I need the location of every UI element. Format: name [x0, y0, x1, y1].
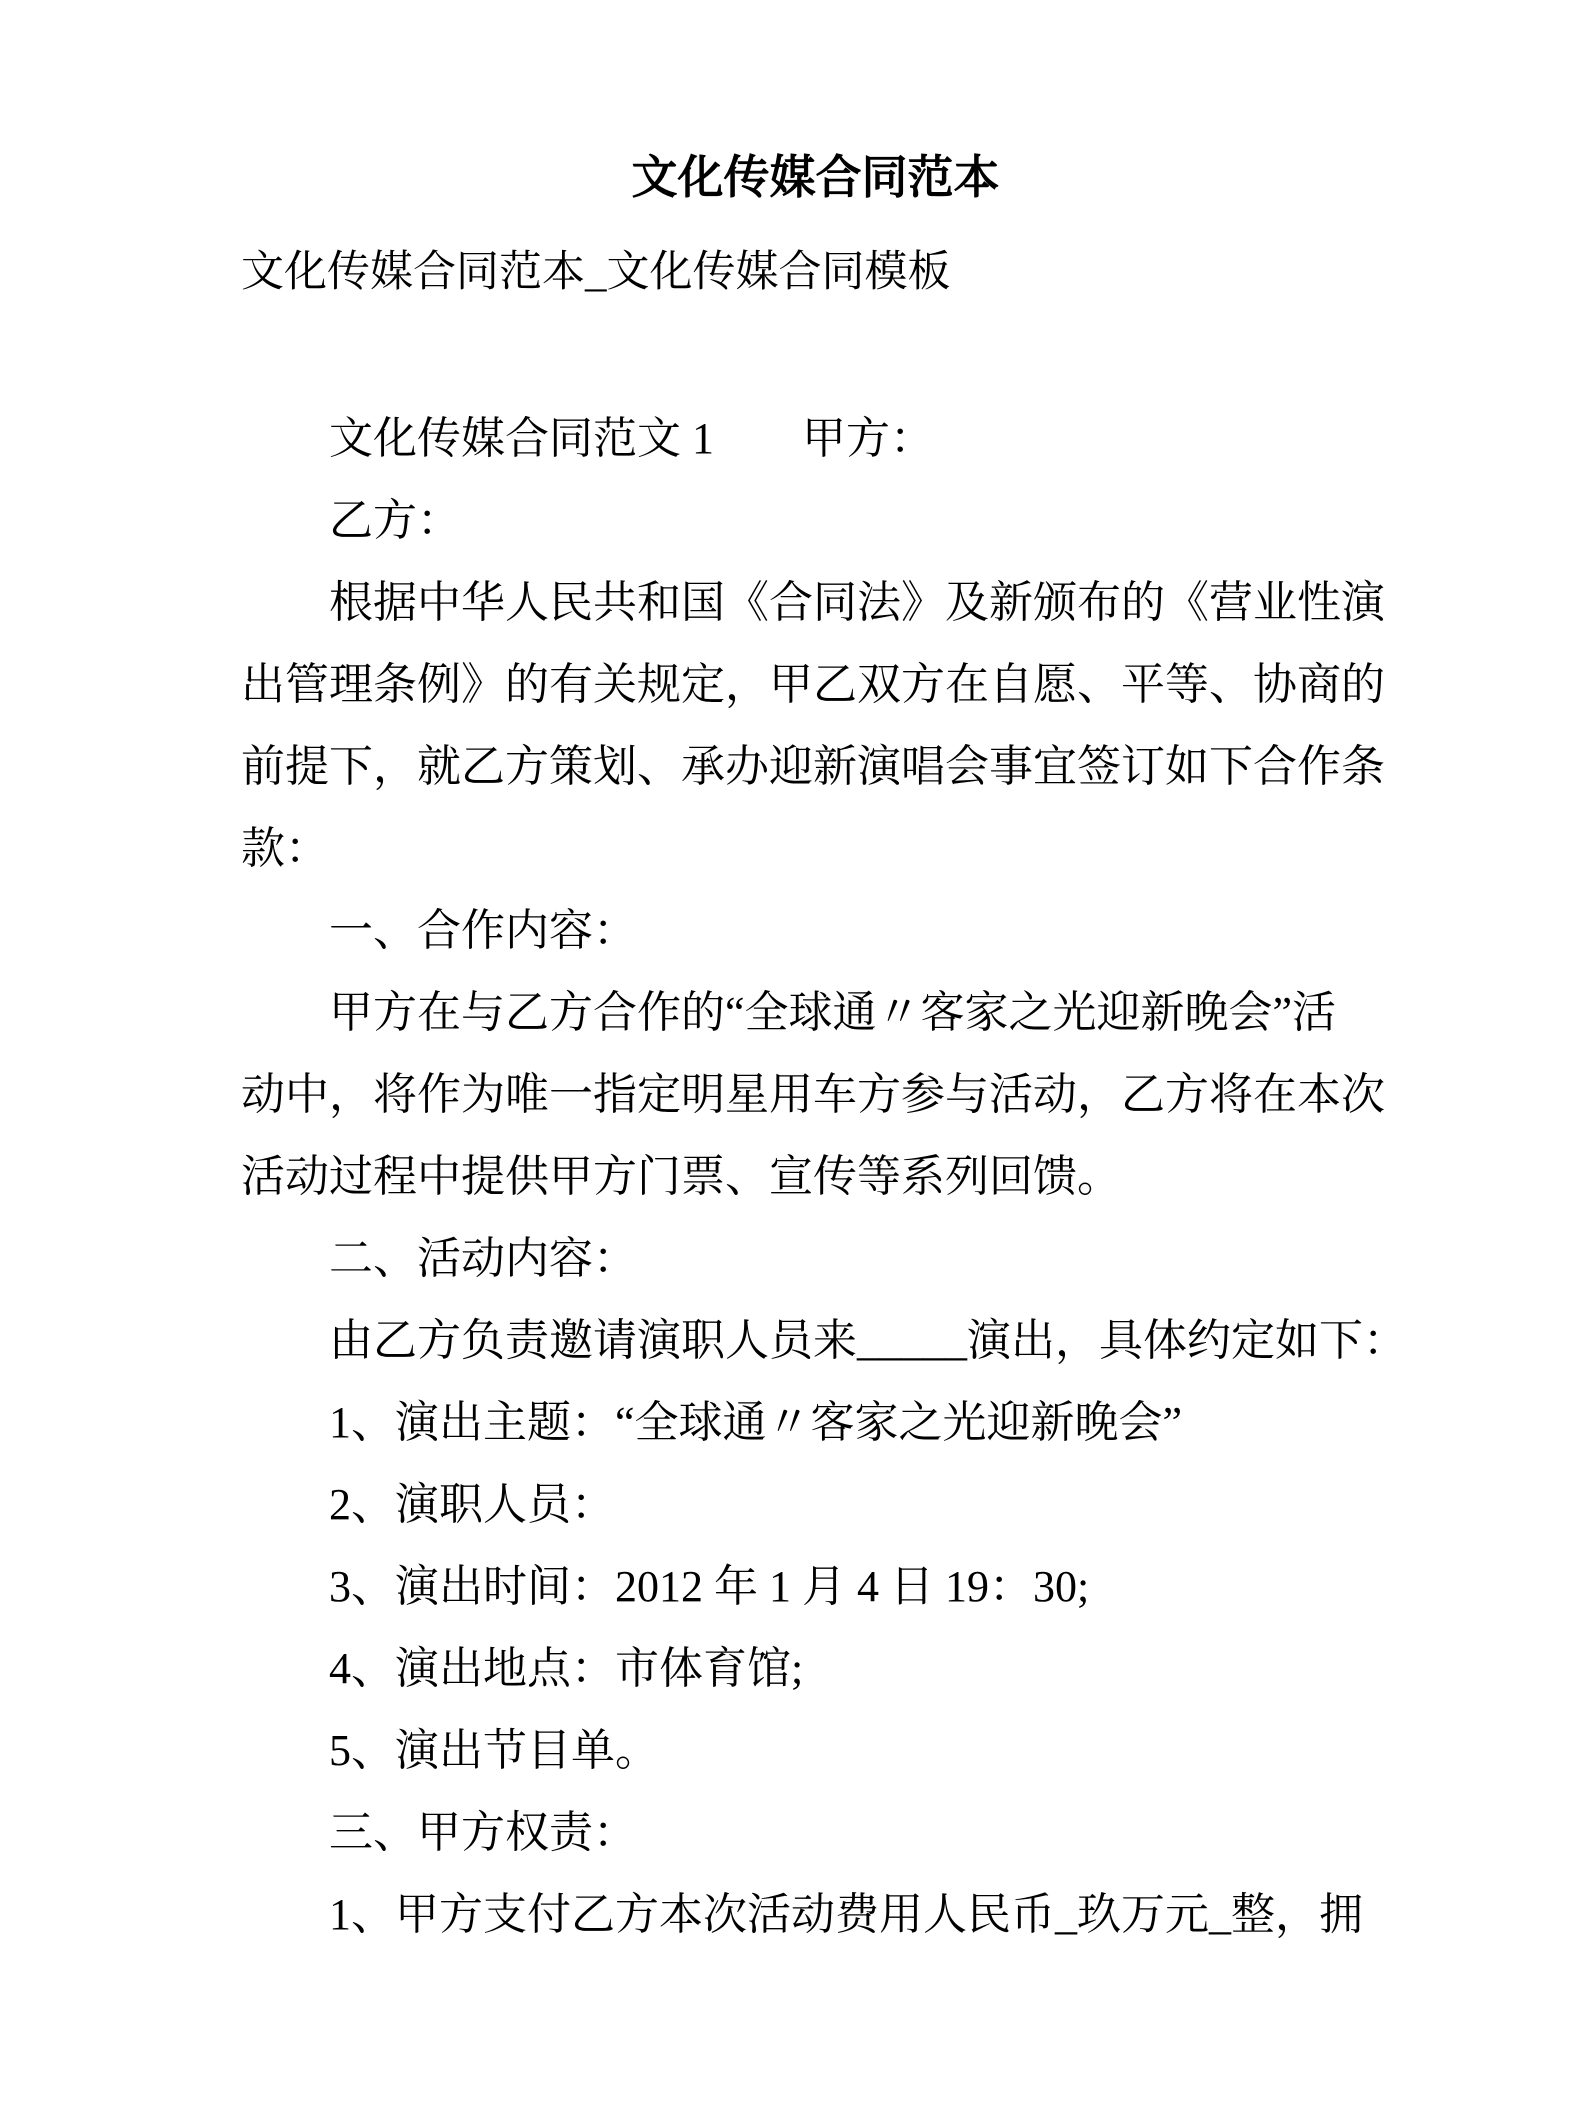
paragraph-line: 1、甲方支付乙方本次活动费用人民币_玖万元_整，拥: [329, 1890, 1363, 1939]
document-subtitle: 文化传媒合同范本_文化传媒合同模板: [241, 249, 951, 296]
paragraph-line: 款：: [241, 824, 329, 873]
paragraph-line: 根据中华人民共和国《合同法》及新颁布的《营业性演: [329, 578, 1385, 627]
paragraph-line: 4、演出地点：市体育馆;: [329, 1644, 804, 1693]
document-page: [0, 148, 1587, 2102]
paragraph-line: 出管理条例》的有关规定，甲乙双方在自愿、平等、协商的: [241, 660, 1385, 709]
document-title: 文化传媒合同范本: [631, 152, 1000, 203]
paragraph-line: 文化传媒合同范文 1 甲方：: [329, 414, 934, 463]
paragraph-line: 3、演出时间：2012 年 1 月 4 日 19：30;: [329, 1562, 1090, 1611]
paragraph-line: 活动过程中提供甲方门票、宣传等系列回馈。: [241, 1152, 1121, 1201]
paragraph-line: 甲方在与乙方合作的“全球通〃客家之光迎新晚会”活: [329, 988, 1337, 1037]
paragraph-line: 1、演出主题：“全球通〃客家之光迎新晚会”: [329, 1398, 1183, 1447]
document-body: [241, 398, 1407, 1956]
paragraph-line: 一、合作内容：: [329, 906, 637, 955]
paragraph-line: 乙方：: [329, 496, 461, 545]
paragraph-line: 前提下，就乙方策划、承办迎新演唱会事宜签订如下合作条: [241, 742, 1385, 791]
paragraph-line: 二、活动内容：: [329, 1234, 637, 1283]
paragraph-line: 2、演职人员：: [329, 1480, 615, 1529]
paragraph-line: 三、甲方权责：: [329, 1808, 637, 1857]
paragraph-line: 由乙方负责邀请演职人员来_____演出，具体约定如下：: [329, 1316, 1407, 1365]
paragraph-line: 动中，将作为唯一指定明星用车方参与活动，乙方将在本次: [241, 1070, 1385, 1119]
paragraph-line: 5、演出节目单。: [329, 1726, 659, 1775]
